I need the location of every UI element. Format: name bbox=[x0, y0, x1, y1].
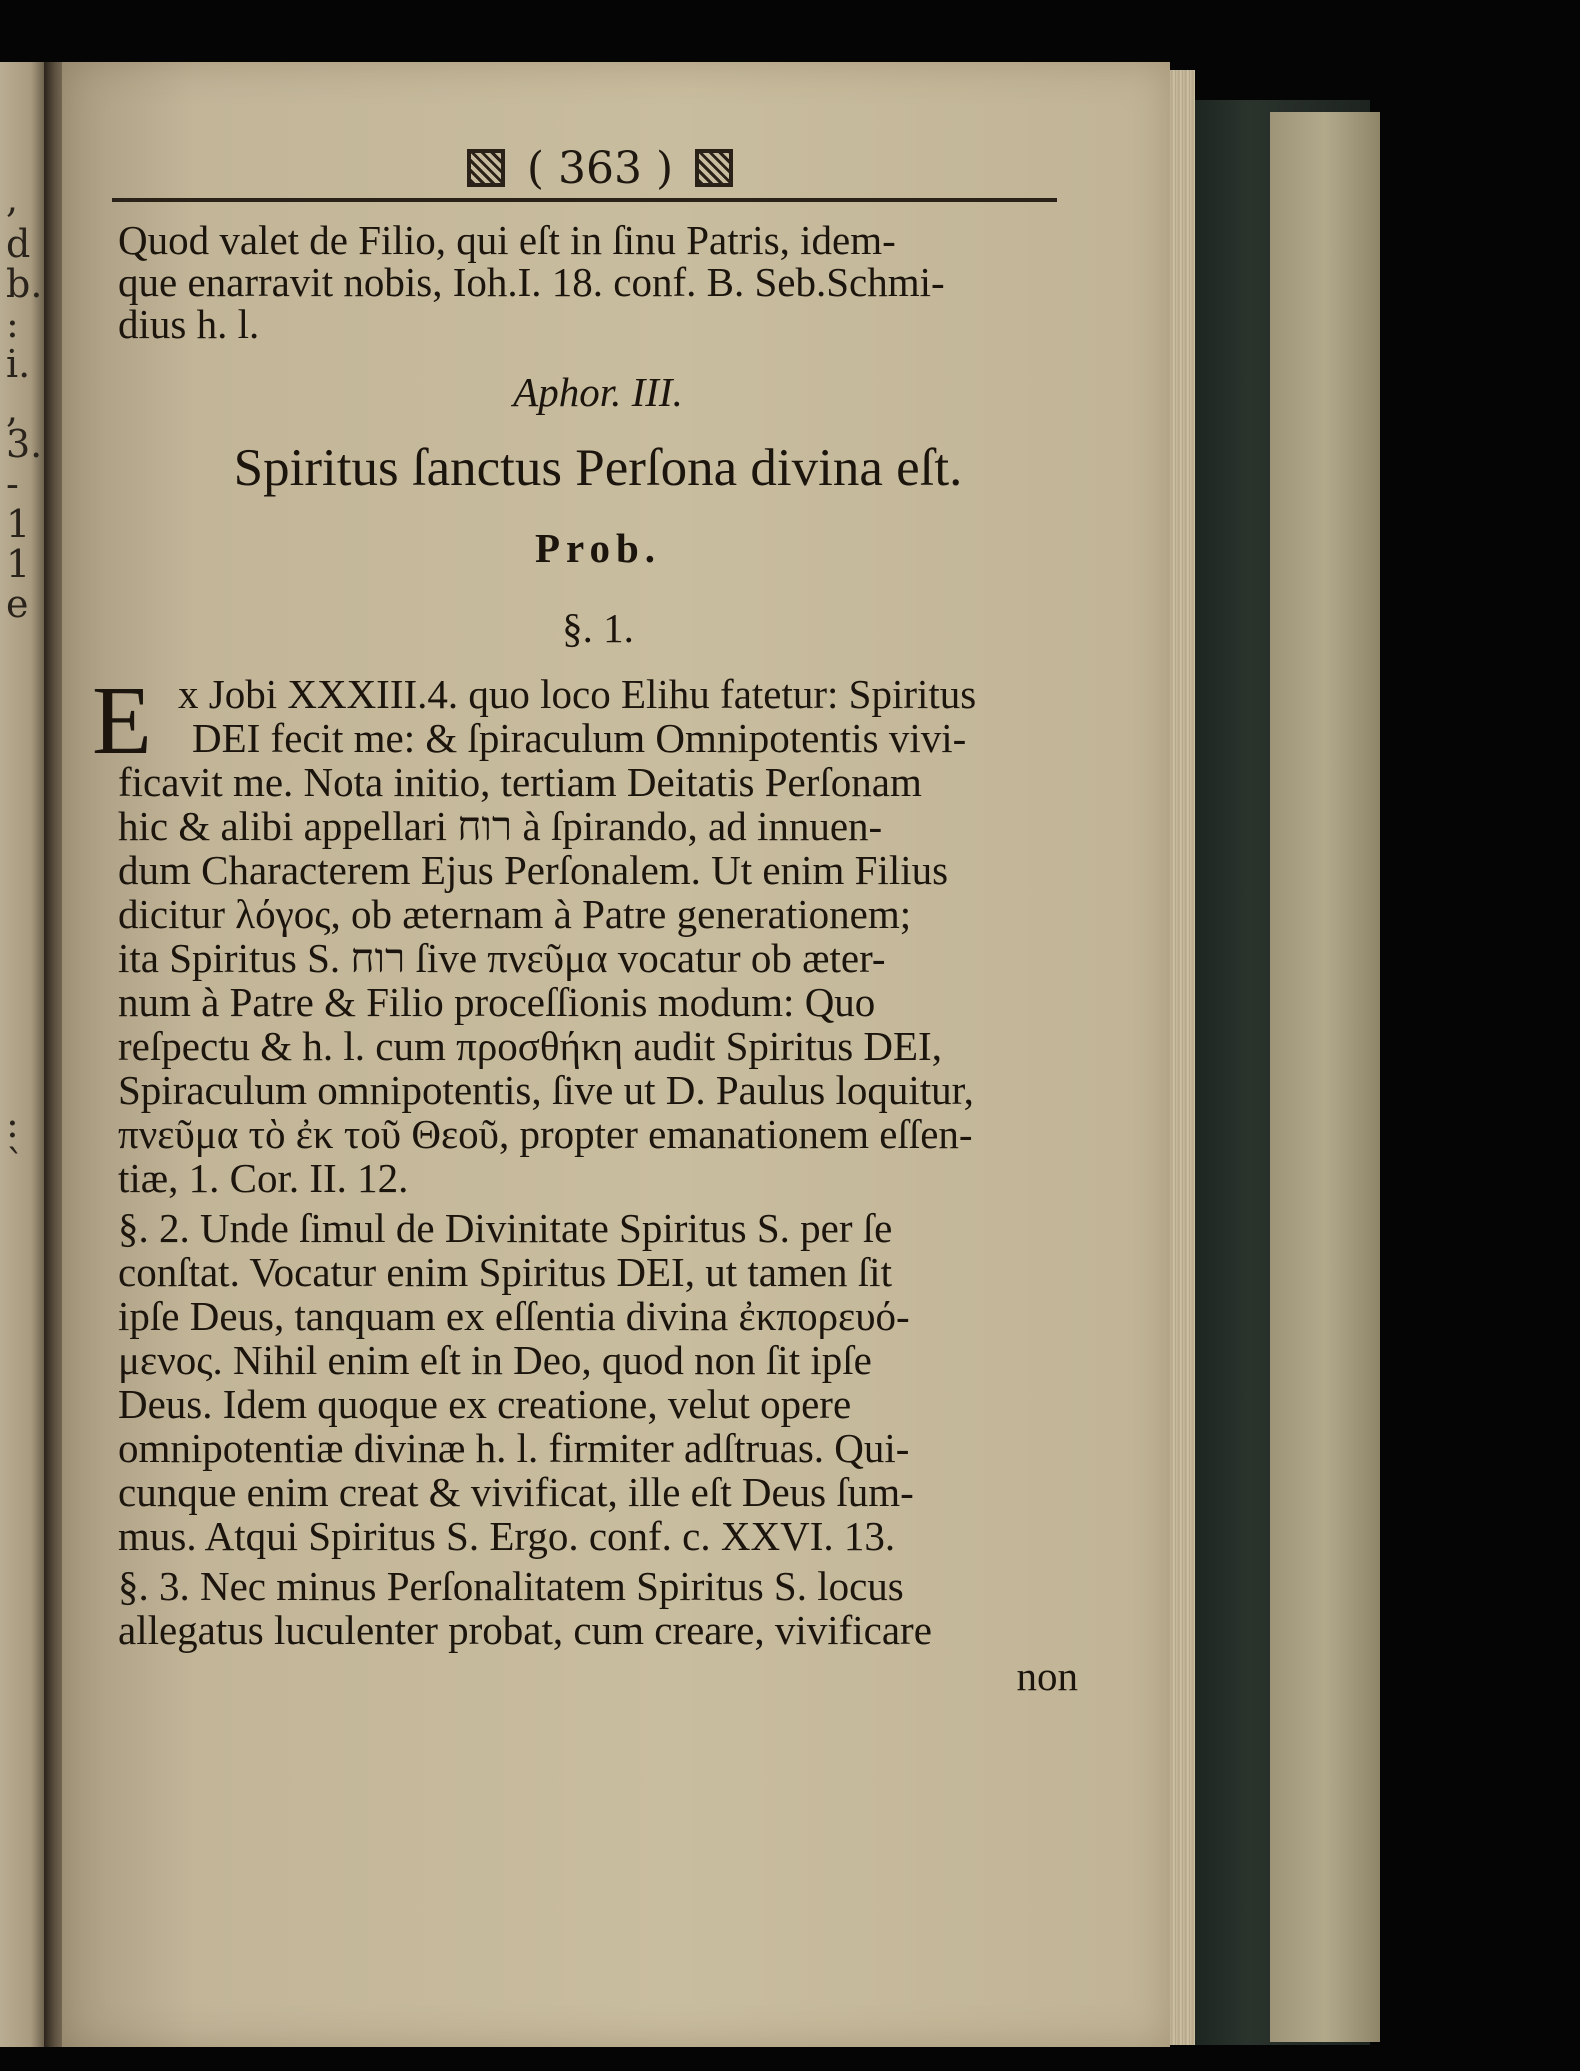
margin-fragment: : bbox=[6, 1102, 19, 1146]
margin-fragment: b. bbox=[6, 262, 43, 306]
text-line: dius h. l. bbox=[118, 301, 260, 347]
margin-fragment: 3. bbox=[6, 422, 43, 466]
text-line: que enarravit nobis, Ioh.I. 18. conf. B. Seb.Schmi- bbox=[118, 259, 945, 305]
text-line: πνεῦμα τὸ ἐκ τοῦ Θεοῦ, propter emanationem eſſen- bbox=[118, 1111, 973, 1157]
margin-fragment: - bbox=[6, 462, 19, 506]
margin-fragment: , bbox=[6, 387, 19, 431]
catchword: non bbox=[1016, 1653, 1078, 1699]
text-line: allegatus luculenter probat, cum creare, vivificare bbox=[118, 1607, 932, 1653]
aphorism-heading: Aphor. III. bbox=[513, 369, 683, 415]
text-line: DEI fecit me: & ſpiraculum Omnipotentis vivi- bbox=[192, 715, 967, 761]
section-number: §. 1. bbox=[562, 605, 634, 651]
text-line: num à Patre & Filio proceſſionis modum: Quo bbox=[118, 979, 876, 1025]
text-line: §. 2. Unde ſimul de Divinitate Spiritus S. per ſe bbox=[118, 1205, 893, 1251]
text-line: μενος. Nihil enim eſt in Deo, quod non ſit ipſe bbox=[118, 1337, 872, 1383]
text-line: §. 3. Nec minus Perſonalitatem Spiritus S. locus bbox=[118, 1563, 904, 1609]
cover-board-edge bbox=[1270, 112, 1380, 2042]
dropcap-letter: E bbox=[92, 667, 152, 775]
text-line: ipſe Deus, tanquam ex eſſentia divina ἐκπορευό- bbox=[118, 1293, 910, 1339]
text-line: Deus. Idem quoque ex creatione, velut opere bbox=[118, 1381, 852, 1427]
thesis-heading: Spiritus ſanctus Perſona divina eſt. bbox=[233, 439, 963, 497]
ornament-icon bbox=[695, 149, 733, 187]
text-line: ficavit me. Nota initio, tertiam Deitatis Perſonam bbox=[118, 759, 922, 805]
proof-heading: Prob. bbox=[534, 525, 662, 571]
text-line: reſpectu & h. l. cum προσθήκη audit Spiritus DEI, bbox=[118, 1023, 942, 1069]
margin-fragment: 1 bbox=[6, 502, 31, 546]
header-rule bbox=[112, 198, 1057, 202]
text-line: hic & alibi appellari רוח à ſpirando, ad innuen- bbox=[118, 803, 883, 849]
margin-fragment: i. bbox=[6, 342, 31, 386]
text-line: mus. Atqui Spiritus S. Ergo. conf. c. XXVI. 13. bbox=[118, 1513, 896, 1559]
text-line: conſtat. Vocatur enim Spiritus DEI, ut tamen ſit bbox=[118, 1249, 892, 1295]
text-line: ita Spiritus S. רוח ſive πνεῦμα vocatur ob æter- bbox=[118, 935, 886, 981]
margin-fragment: d bbox=[6, 222, 31, 266]
margin-fragment: e bbox=[6, 582, 29, 626]
text-line: Spiraculum omnipotentis, ſive ut D. Paulus loquitur, bbox=[118, 1067, 974, 1113]
margin-fragment: : bbox=[6, 302, 19, 346]
margin-fragment: 1 bbox=[6, 542, 31, 586]
margin-fragment: , bbox=[6, 177, 19, 221]
text-line: Quod valet de Filio, qui eſt in ſinu Patris, idem- bbox=[118, 217, 896, 263]
text-line: dicitur λόγος, ob æternam à Patre generationem; bbox=[118, 891, 912, 937]
page-header bbox=[375, 140, 825, 196]
text-line: dum Characterem Ejus Perſonalem. Ut enim Filius bbox=[118, 847, 949, 893]
ornament-icon bbox=[467, 149, 505, 187]
text-line: omnipotentiæ divinæ h. l. firmiter adſtruas. Qui- bbox=[118, 1425, 910, 1471]
text-line: x Jobi XXXIII.4. quo loco Elihu fatetur: Spiritus bbox=[178, 671, 977, 717]
text-line: tiæ, 1. Cor. II. 12. bbox=[118, 1155, 409, 1201]
margin-fragment: ` bbox=[6, 1142, 25, 1186]
text-line: cunque enim creat & vivificat, ille eſt Deus ſum- bbox=[118, 1469, 914, 1515]
page-number: ( 363 ) bbox=[526, 142, 674, 194]
